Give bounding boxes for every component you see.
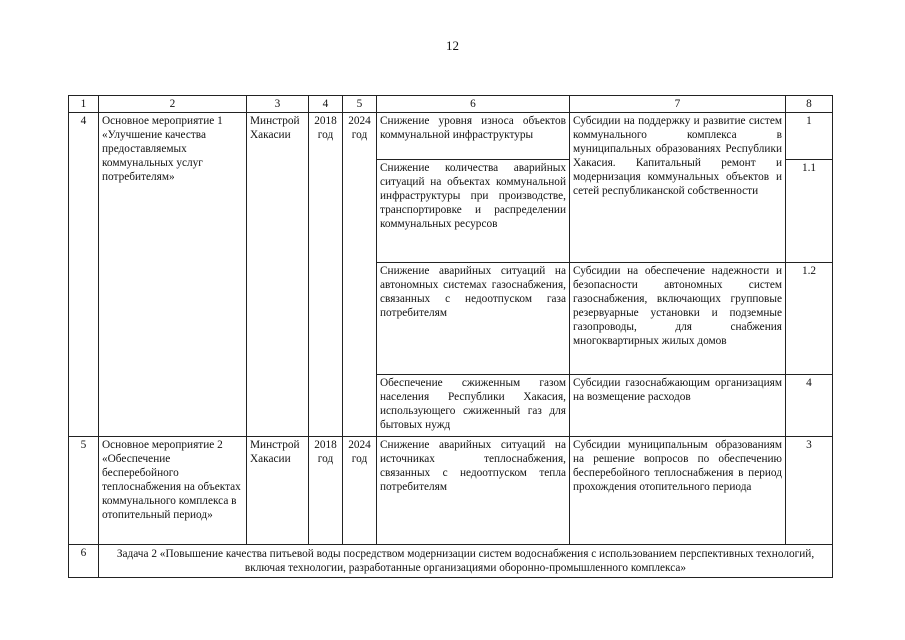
indicator-link: 1 xyxy=(786,113,833,160)
table-row xyxy=(69,113,833,160)
indicator-link: 1.2 xyxy=(786,263,833,375)
start-year: 2018 год xyxy=(309,113,343,437)
header-cell: 6 xyxy=(377,96,570,113)
row-number: 4 xyxy=(69,113,99,437)
end-year: 2024 год xyxy=(343,113,377,437)
expected-result: Обеспечение сжиженным газом населения Республики Хакасия, использующего сжиженный газ для бытовых нужд xyxy=(377,375,570,437)
end-year: 2024 год xyxy=(343,437,377,545)
header-cell: 5 xyxy=(343,96,377,113)
table-row xyxy=(69,437,833,545)
direction: Субсидии муниципальным образованиям на решение вопросов по обеспечению бесперебойного теплоснабжения в период прохождения отопительного периода xyxy=(570,437,786,545)
indicator-link: 1.1 xyxy=(786,160,833,263)
header-cell: 4 xyxy=(309,96,343,113)
direction: Субсидии на поддержку и развитие систем коммунального комплекса в муниципальных образованиях Республики Хакасия. Капитальный ремонт и модернизация коммунальных объектов и сетей республиканской собственности xyxy=(570,113,786,263)
header-cell: 7 xyxy=(570,96,786,113)
expected-result: Снижение аварийных ситуаций на автономных системах газоснабжения, связанных с недоотпуском газа потребителям xyxy=(377,263,570,375)
direction: Субсидии на обеспечение надежности и безопасности автономных систем газоснабжения, включающих групповые резервуарные установки и подземные газопроводы, для снабжения многоквартирных жилых домов xyxy=(570,263,786,375)
expected-result: Снижение уровня износа объектов коммунальной инфраструктуры xyxy=(377,113,570,160)
event-name: Основное мероприятие 1 «Улучшение качества предоставляемых коммунальных услуг потребителям» xyxy=(99,113,247,437)
executor: Минстрой Хакасии xyxy=(247,113,309,437)
event-name: Основное мероприятие 2 «Обеспечение бесперебойного теплоснабжения на объектах коммунального комплекса в отопительный период» xyxy=(99,437,247,545)
task-row xyxy=(69,545,833,578)
header-row xyxy=(69,96,833,113)
executor: Минстрой Хакасии xyxy=(247,437,309,545)
expected-result: Снижение количества аварийных ситуаций на объектах коммунальной инфраструктуры при производстве, транспортировке и распределении коммунальных ресурсов xyxy=(377,160,570,263)
header-cell: 1 xyxy=(69,96,99,113)
header-cell: 2 xyxy=(99,96,247,113)
header-cell: 8 xyxy=(786,96,833,113)
start-year: 2018 год xyxy=(309,437,343,545)
direction: Субсидии газоснабжающим организациям на возмещение расходов xyxy=(570,375,786,437)
page-number: 12 xyxy=(446,38,459,53)
task-text: Задача 2 «Повышение качества питьевой воды посредством модернизации систем водоснабжения с использованием перспективных технологий, включая технологии, разработанные организациями оборонно-промышленного комплекса» xyxy=(99,545,833,578)
indicator-link: 3 xyxy=(786,437,833,545)
row-number: 5 xyxy=(69,437,99,545)
header-cell: 3 xyxy=(247,96,309,113)
row-number: 6 xyxy=(69,545,99,578)
indicator-link: 4 xyxy=(786,375,833,437)
expected-result: Снижение аварийных ситуаций на источниках теплоснабжения, связанных с недоотпуском тепла потребителям xyxy=(377,437,570,545)
program-table xyxy=(68,95,833,578)
